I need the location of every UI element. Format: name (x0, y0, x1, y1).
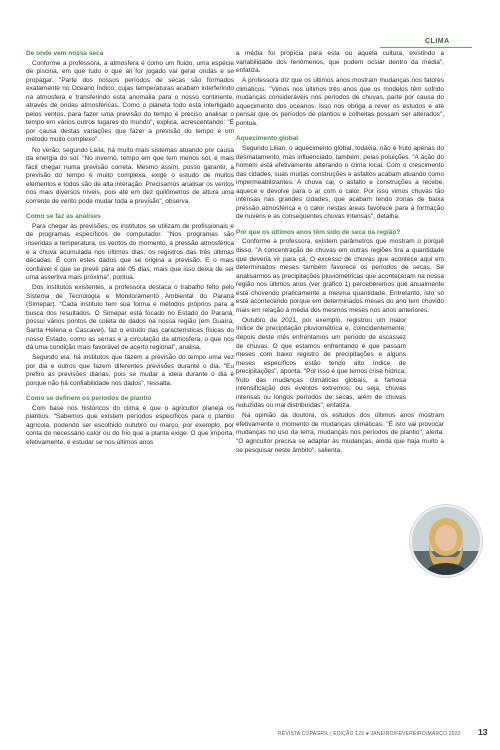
left-column (26, 50, 234, 449)
section-tag-rule (380, 47, 472, 48)
heading-seca: De onde vem nossa seca (26, 50, 104, 57)
paragraph: Segundo Lilian, o aquecimento global, todavia, não é fruto apenas do desmatamento, mas influenciado, também, pelas poluições. "A ação do homem está efetivamente alterando o clima local. Com o crescimento das cidades, suas muitas construções e asfaltos acabam atuando como impermeabilizantes. A chuva cai, o asfalto e construções a recebe, aquece e devolve para o ar com o calor. Por isso vimos chuvas tão intensas nas grandes cidades, que acabam tendo zonas de baixa pressão atmosférica e o calor nestas áreas favorece para a formação de nuvens e as consequentes chuvas intensas", detalha. (236, 144, 444, 221)
heading-plantio: Como se definem os períodos de plantio (26, 395, 152, 403)
page-number: 13 (478, 727, 488, 737)
heading-seca-regiao: Por que os últimos anos têm sido de seca na região? (236, 228, 401, 236)
paragraph: No verão, segundo Leila, há muito mais sistemas atuando por causa da energia do sol. "No inverno, tempo em que tem menos sol, é mais fácil chegar numa previsão correta. Mesmo assim, posso garantir, a previsão do tempo é muito complexa, exige o estudo de muitos elementos e todos são de alta interação. Precisamos analisar os ventos nos mais diversos níveis, pois até em dez quilômetros de altura uma corrente de vento pode mudar toda a previsão", observa. (26, 146, 234, 205)
paragraph: Dos institutos existentes, a professora destaca o trabalho feito pelo Sistema de Tecnologia e Monitoramento Ambiental do Paraná (Simepar). "Cada instituto tem sua forma e métodos próprios para a busca dos resultados. O Simepar está focado no Estado do Paraná, possui vários pontos de coleta de dados na nossa região (em Guaíra, Santa Helena e Cascavel), faz o estudo das características físicas do nosso Estado, como as serras e a circulação da atmosfera, o que nos dá uma condição mais favorável de acerto regional", analisa. (26, 284, 234, 352)
paragraph: Para chegar às previsões, os institutos se utilizam de profissionais e de programas específicos de computador. "Nos programas são inseridas a temperatura, os ventos do momento, a pressão atmosférica e a chuva acumulada nos últimos dias, os registros das três últimas décadas. É com estes dados que se origina a previsão. E o mais confiável é que se prevê para até 05 dias, mais que isso deixa de ser uma assertiva mais próxima", pontua. (26, 222, 234, 282)
paragraph: Conforme a professora, a atmosfera é como um fluido, uma espécie de piscina, em que tudo o que ali for jogado vai gerar ondas e se propagar. "Parte dos nossos períodos de secas são formados exatamente no Oceano Índico, cujas temperaturas acabam interferindo na atmosfera e transferindo esta anomalia para o nosso continente, através de ondas atmosféricas. Como o planeta todo está interligado pelos ventos, para fazer uma previsão do tempo é preciso analisar o tempo em vários outros lugares do mundo", explica, acrescentando: "É por causa destas variações que fazer a previsão do tempo é um método muito complexo". (26, 59, 234, 144)
paragraph: A professora diz que os últimos anos mostram mudanças nos fatores climáticos. "Vimos nos últimos três anos que os modelos têm sofrido mudanças consideráveis nos períodos de chuvas, parte por causa do aquecimento dos oceanos. Isso nos obriga a rever os estudos e até pensar que os períodos de plantios e colheitas possam ser alterados", pontua. (236, 77, 444, 127)
paragraph: Outubro de 2021, por exemplo, registrou um maior índice de precipitação pluviométrica e, coincidentemente, depois deste mês enfrentamos um período de escassez de chuvas. O que estamos enfrentando é que passam meses com baixo registro de precipitações e alguns meses específicos estão tendo alto índice de precipitações", aponta. "Por isso é que temos crise hídrica, fruto das mudanças climáticas globais, a famosa intensificação dos eventos extremos, ou seja, chuvas intensas ou longos períodos de secas, além de chuvas reduzidas ou mal distribuídas", enfatiza. (236, 316, 406, 410)
footer-text: REVISTA COPAGRIL | EDIÇÃO 123 ● JANEIRO/FEVEREIRO/MARÇO 2022 (278, 731, 461, 737)
paragraph: Segundo ela, há institutos que fazem a previsão do tempo uma vez por dia e outros que fazem diferentes previsões durante o dia. "Eu prefiro as previsões diárias, pois se mudar a ideia durante o dia é porque não há confiabilidade nos dados", ressalta. (26, 354, 234, 387)
section-tag: CLIMA (425, 38, 450, 45)
heading-aquecimento: Aquecimento global (236, 135, 299, 143)
paragraph: a média foi propícia para esta ou aquela cultura, existindo a variabilidade dos fenômenos, que podem ocsiar dentro da média", enfatiza. (236, 50, 444, 75)
portrait-illustration (412, 507, 480, 575)
paragraph: Na opinião da doutora, os estudos dos últimos anos mostram efetivamente o momento de mudanças climáticas. "É isto vai provocar mudanças no uso da terra, mudanças nos períodos de plantio", alerta. "O agricultor precisa se adaptar às mudanças, ainda que haja muito a se pesquisar neste âmbito", salienta. (236, 412, 444, 454)
paragraph: Com base nos históricos do clima é que o agricultor planeja os plantios. "Sabemos que existem períodos específicos para o plantio agrícola, podendo ser escolhido outubro ou março, por exemplo, por conta do necessário calor ou do frio que a planta exige. O que importa, efetivamente, é estudar se nos últimos anos (26, 404, 234, 447)
right-column (236, 50, 444, 457)
portrait-photo (410, 505, 482, 577)
paragraph: Conforme a professora, existem parâmetros que mostram o porquê disso. "A concentração de chuvas em outras regiões tira a quantidade que deveria vir para cá. O excesso de chuvas que acontece aqui em determinados meses também favorece os períodos de secas. Se analisarmos as precipitações pluviométricas que aconteceram na nossa região nos últimos anos (ver gráfico 1) perceberemos que anualmente está chovendo praticamente a mesma quantidade. Entretanto, isto só está acontecendo porque em determinados meses do ano tem chovido mais em relação à média dos mesmos meses nos anos anteriores. (236, 238, 444, 314)
heading-analises: Como se faz as análises (26, 213, 101, 221)
